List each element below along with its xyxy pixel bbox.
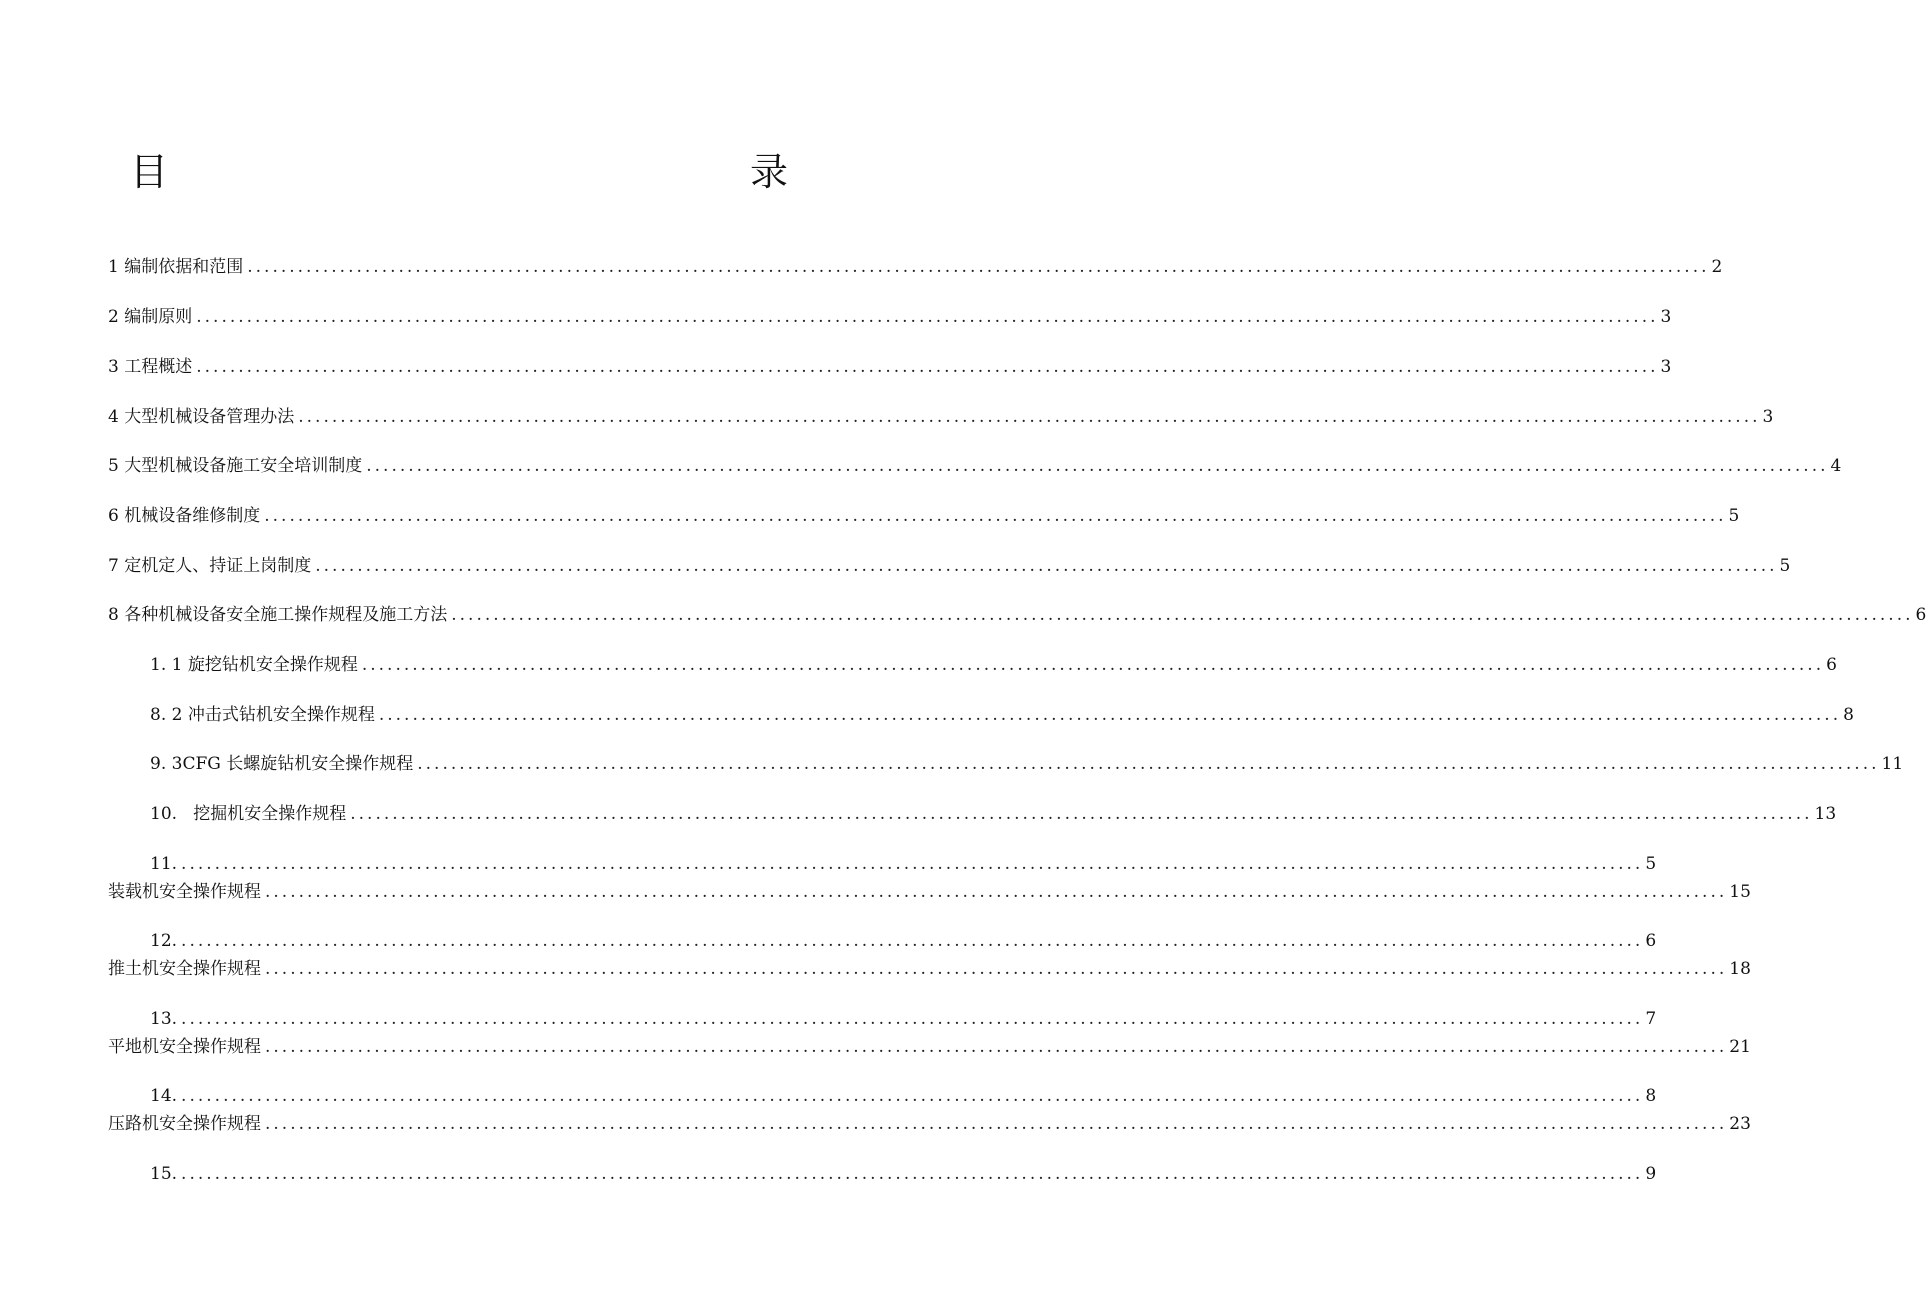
toc-entry-label: 9. 3CFG 长螺旋钻机安全操作规程: [150, 754, 414, 774]
toc-subentry[interactable]: [150, 1007, 1657, 1031]
toc-leader-dots: ..............................................................................................................................................................................: [378, 705, 1842, 725]
toc-subentry[interactable]: [150, 852, 1657, 876]
toc-leader-dots: ..............................................................................................................................................................................: [264, 506, 1727, 526]
toc-entry-label: 平地机安全操作规程: [108, 1037, 261, 1057]
toc-entry-page: 23: [1729, 1114, 1751, 1134]
toc-entry-page: 5: [1728, 506, 1740, 526]
toc-entry-label: 4 大型机械设备管理办法: [108, 407, 295, 427]
toc-leader-dots: ..............................................................................................................................................................................: [350, 804, 1813, 824]
toc-leader-dots: ..............................................................................................................................................................................: [196, 357, 1659, 377]
toc-leader-dots: ..............................................................................................................................................................................: [315, 556, 1778, 576]
toc-entry-page: 15: [1729, 882, 1751, 902]
toc-entry-page: 2: [1711, 257, 1723, 277]
toc-entry-label: 14.: [150, 1086, 178, 1106]
toc-entry-label: 7 定机定人、持证上岗制度: [108, 556, 312, 576]
toc-entry-label: 推土机安全操作规程: [108, 959, 261, 979]
toc-entry-label: 装载机安全操作规程: [108, 882, 261, 902]
toc-entry[interactable]: [108, 255, 1723, 279]
toc-entry-page: 8: [1843, 705, 1854, 725]
toc-entry-page: 6: [1915, 605, 1926, 625]
toc-entry-page: 4: [1830, 456, 1842, 476]
toc-entry-page: 6: [1826, 655, 1837, 675]
toc-leader-dots: ..............................................................................................................................................................................: [417, 754, 1880, 774]
toc-entry-page: 7: [1645, 1009, 1657, 1029]
toc-entry[interactable]: [108, 1035, 1751, 1059]
toc-subentry[interactable]: [150, 703, 1854, 727]
toc-entry-label: 6 机械设备维修制度: [108, 506, 261, 526]
toc-entry[interactable]: [108, 554, 1791, 578]
toc-subentry[interactable]: [150, 929, 1657, 953]
toc-entry[interactable]: [108, 355, 1672, 379]
toc-leader-dots: ..............................................................................................................................................................................: [181, 1164, 1644, 1184]
toc-leader-dots: ..............................................................................................................................................................................: [265, 959, 1728, 979]
toc-leader-dots: ..............................................................................................................................................................................: [265, 882, 1728, 902]
toc-leader-dots: ..............................................................................................................................................................................: [298, 407, 1761, 427]
toc-subentry[interactable]: [150, 752, 1904, 776]
toc-leader-dots: ..............................................................................................................................................................................: [451, 605, 1914, 625]
toc-leader-dots: ..............................................................................................................................................................................: [247, 257, 1710, 277]
toc-entry-label: 8 各种机械设备安全施工操作规程及施工方法: [108, 605, 448, 625]
toc-entry[interactable]: [108, 603, 1926, 627]
toc-leader-dots: ..............................................................................................................................................................................: [265, 1037, 1728, 1057]
toc-entry-page: 3: [1660, 307, 1672, 327]
toc-entry[interactable]: [108, 880, 1751, 904]
toc-entry-label: 15.: [150, 1164, 178, 1184]
toc-leader-dots: ..............................................................................................................................................................................: [181, 931, 1644, 951]
toc-entry-label: 5 大型机械设备施工安全培训制度: [108, 456, 363, 476]
toc-entry[interactable]: [108, 1112, 1751, 1136]
toc-entry-label: 1 编制依据和范围: [108, 257, 244, 277]
toc-entry-page: 3: [1660, 357, 1672, 377]
toc-entry-page: 13: [1814, 804, 1837, 824]
toc-entry-page: 11: [1881, 754, 1904, 774]
toc-entry-label: 2 编制原则: [108, 307, 193, 327]
toc-entry[interactable]: [108, 957, 1751, 981]
toc-entry-label: 13.: [150, 1009, 178, 1029]
toc-leader-dots: ..............................................................................................................................................................................: [181, 1009, 1644, 1029]
toc-leader-dots: ..............................................................................................................................................................................: [181, 1086, 1644, 1106]
toc-entry-page: 18: [1729, 959, 1751, 979]
toc-entry-label: 8. 2 冲击式钻机安全操作规程: [150, 705, 375, 725]
toc-entry[interactable]: [108, 405, 1774, 429]
toc-leader-dots: ..............................................................................................................................................................................: [361, 655, 1825, 675]
toc-entry-page: 5: [1645, 854, 1657, 874]
toc-entry-label: 压路机安全操作规程: [108, 1114, 261, 1134]
toc-leader-dots: ..............................................................................................................................................................................: [196, 307, 1659, 327]
toc-entry-label: 1. 1 旋挖钻机安全操作规程: [150, 655, 358, 675]
toc-entry-page: 21: [1729, 1037, 1751, 1057]
toc-entry-page: 6: [1645, 931, 1657, 951]
toc-title-left: 目: [130, 150, 169, 194]
toc-entry-label: 3 工程概述: [108, 357, 193, 377]
toc-entry[interactable]: [108, 454, 1842, 478]
toc-entry-label: 11.: [150, 854, 178, 874]
toc-subentry[interactable]: [150, 653, 1837, 677]
toc-entry-page: 5: [1779, 556, 1791, 576]
toc-entry[interactable]: [108, 504, 1740, 528]
toc-subentry[interactable]: [150, 1162, 1657, 1186]
toc-leader-dots: ..............................................................................................................................................................................: [181, 854, 1644, 874]
toc-entry-page: 9: [1645, 1164, 1657, 1184]
toc-leader-dots: ..............................................................................................................................................................................: [265, 1114, 1728, 1134]
toc-subentry[interactable]: [150, 1084, 1657, 1108]
toc-entry-page: 3: [1762, 407, 1774, 427]
toc-entry-page: 8: [1645, 1086, 1657, 1106]
toc-entry[interactable]: [108, 305, 1672, 329]
toc-entry-label: 10. 挖掘机安全操作规程: [150, 804, 347, 824]
toc-entry-label: 12.: [150, 931, 178, 951]
toc-subentry[interactable]: [150, 802, 1837, 826]
toc-title-right: 录: [750, 150, 789, 194]
toc-leader-dots: ..............................................................................................................................................................................: [366, 456, 1829, 476]
